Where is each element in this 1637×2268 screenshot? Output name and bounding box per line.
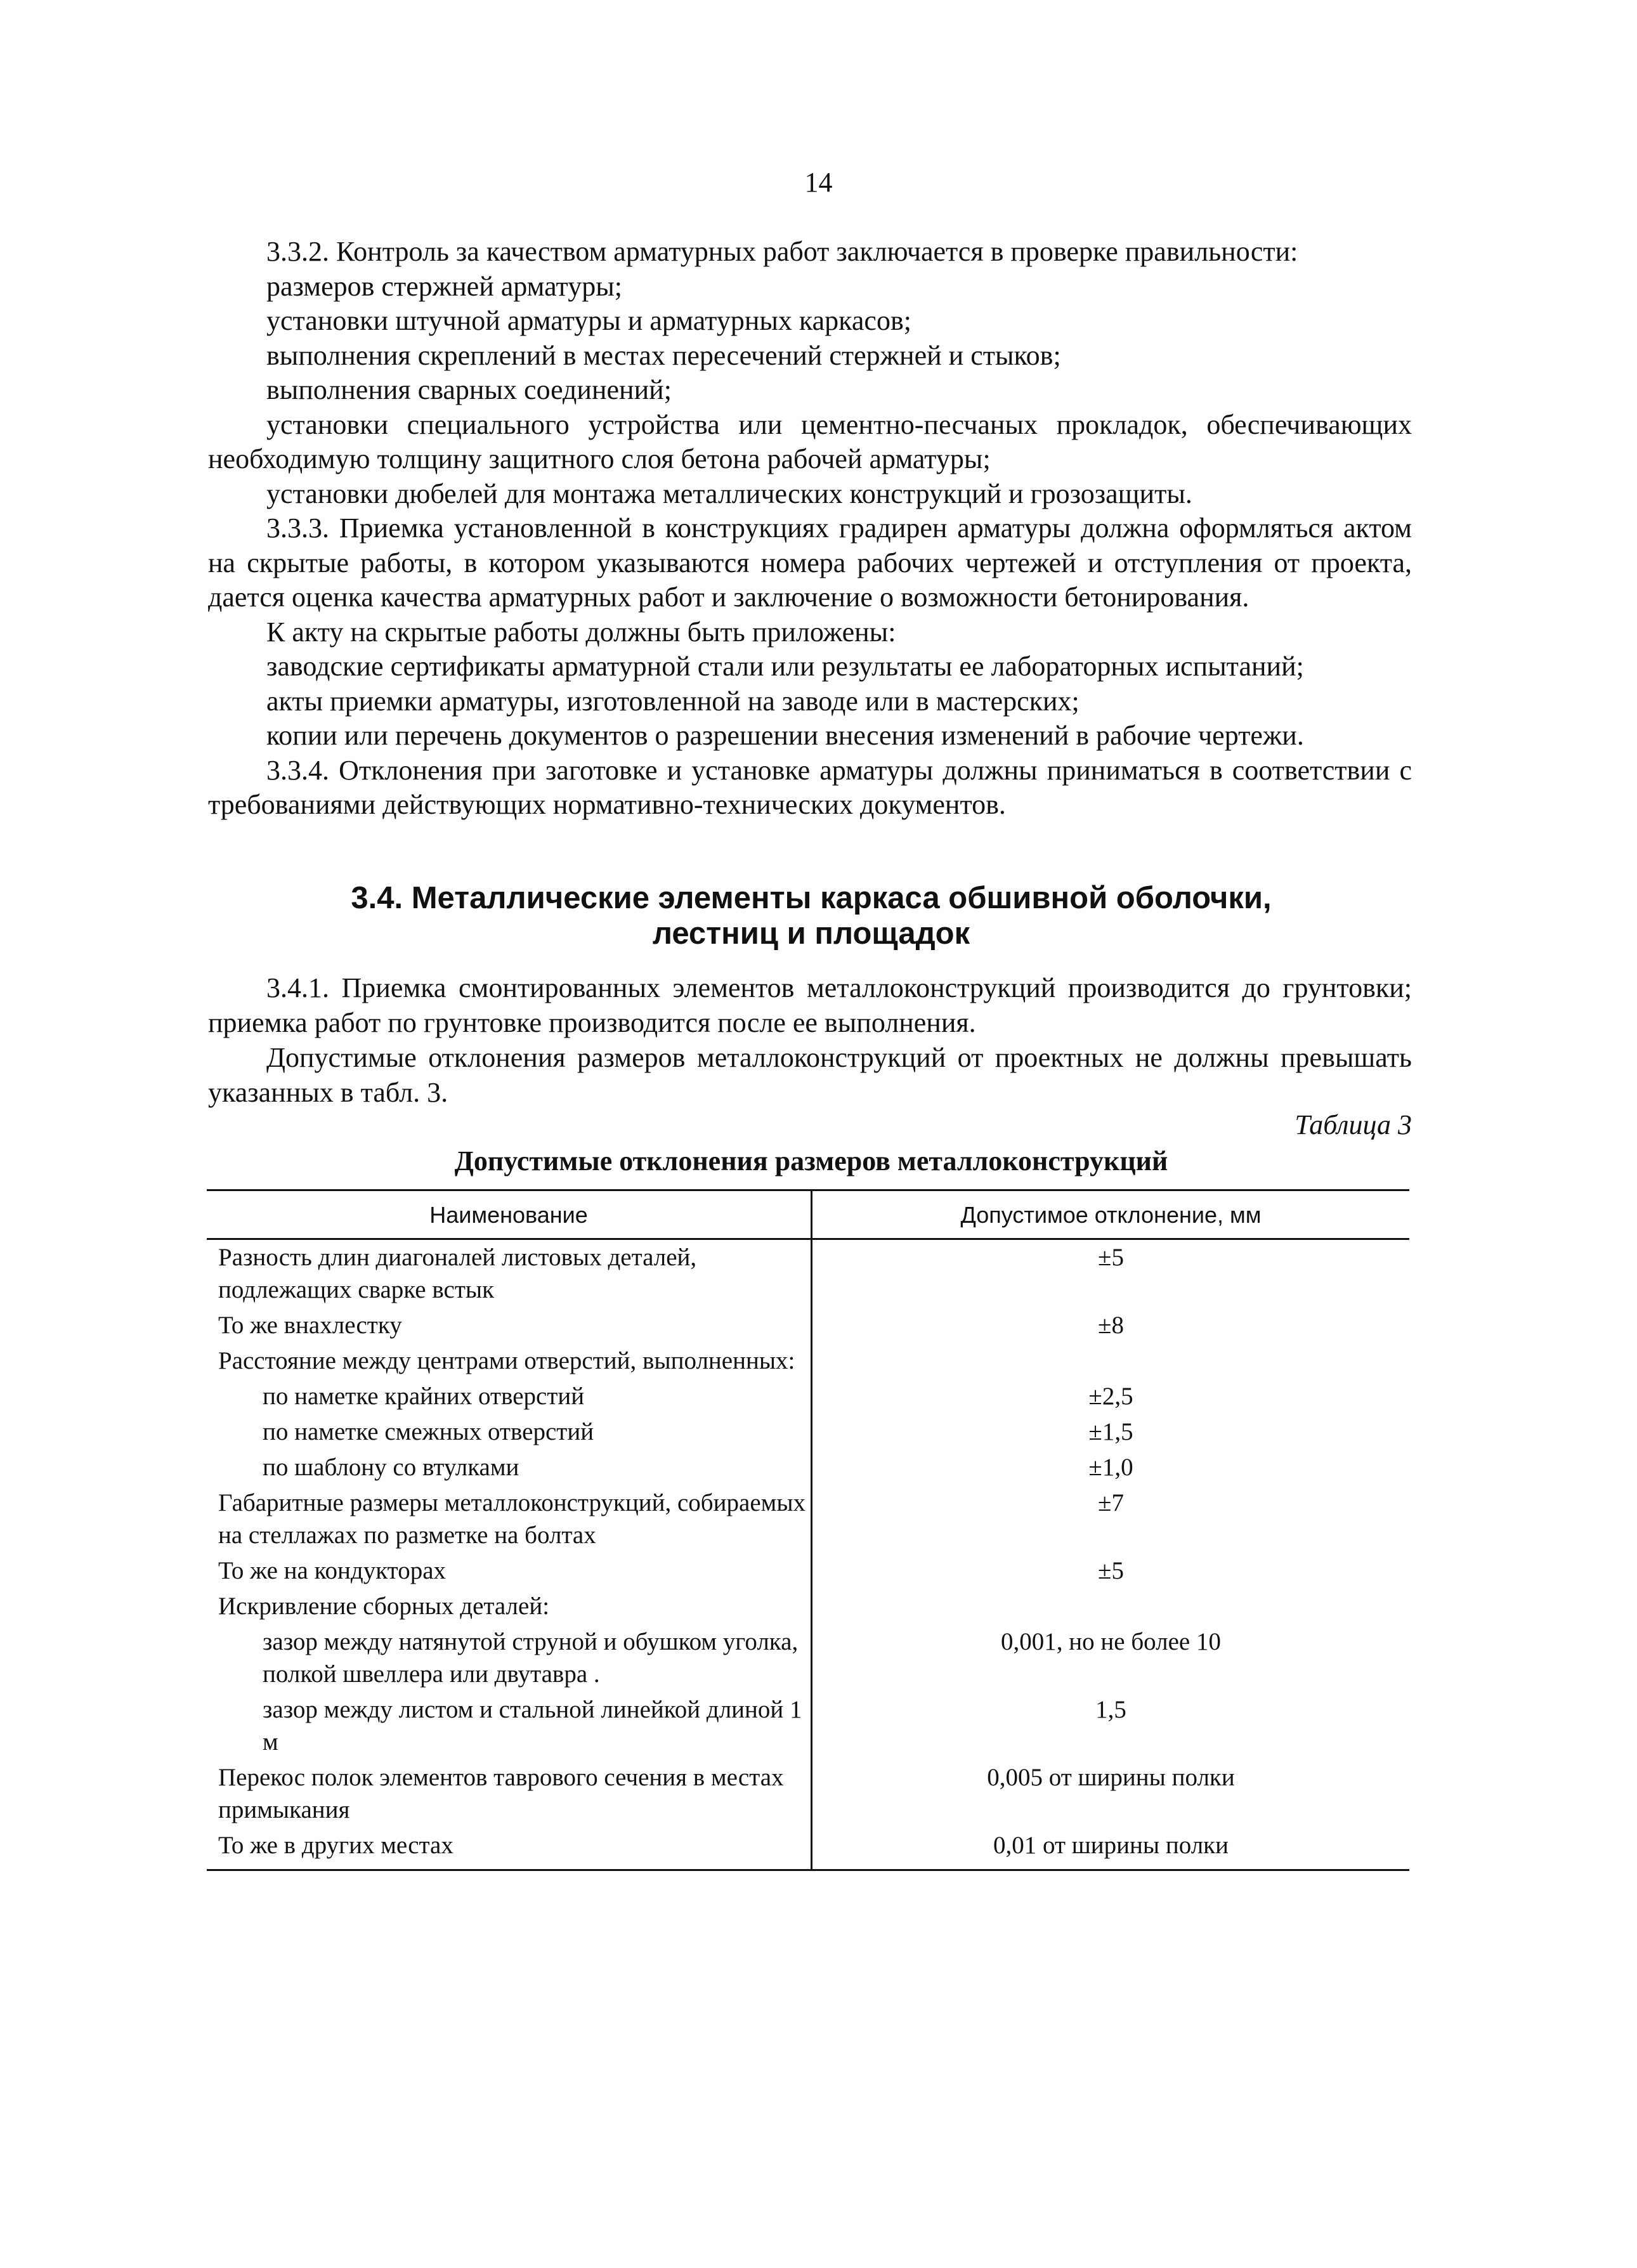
paragraph: установки штучной арматуры и арматурных каркасов;: [266, 305, 911, 336]
row-name: Разность длин диагоналей листовых деталей, подлежащих сварке встык: [207, 1239, 812, 1308]
paragraph: 3.3.2. Контроль за качеством арматурных работ заключается в проверке правильности:: [266, 236, 1298, 267]
table-row: [207, 1308, 1409, 1343]
paragraph: установки дюбелей для монтажа металлических конструкций и грозозащиты.: [266, 478, 1192, 509]
row-name: по наметке смежных отверстий: [207, 1414, 812, 1450]
row-value: ±5: [1098, 1557, 1124, 1584]
row-name: То же внахлестку: [207, 1308, 812, 1343]
table-row: [207, 1485, 1409, 1553]
heading-line: 3.4. Металлические элементы каркаса обшивной оболочки,: [351, 881, 1272, 915]
table-row: [207, 1760, 1409, 1828]
row-name: по шаблону со втулками: [207, 1450, 812, 1485]
table-row: [207, 1692, 1409, 1760]
row-value: ±1,5: [1088, 1418, 1133, 1445]
table-title: Допустимые отклонения размеров металлоконструкций: [454, 1145, 1168, 1176]
paragraph: копии или перечень документов о разрешении внесения изменений в рабочие чертежи.: [266, 720, 1304, 751]
table-row: [207, 1589, 1409, 1624]
row-name: Габаритные размеры металлоконструкций, собираемых на стеллажах по разметке на болтах: [207, 1485, 812, 1553]
table-row: [207, 1553, 1409, 1589]
section-3-3-text: [208, 235, 1412, 823]
row-name: Искривление сборных деталей:: [207, 1589, 812, 1624]
row-name: То же на кондукторах: [207, 1553, 812, 1589]
row-value: [812, 1343, 1410, 1379]
table-row: [207, 1379, 1409, 1414]
paragraph: акты приемки арматуры, изготовленной на заводе или в мастерских;: [266, 685, 1079, 717]
row-name: зазор между натянутой струной и обушком уголка, полкой швеллера или двутавра .: [207, 1624, 812, 1692]
paragraph: К акту на скрытые работы должны быть приложены:: [266, 616, 896, 648]
paragraph: заводские сертификаты арматурной стали или результаты ее лабораторных испытаний;: [266, 651, 1304, 682]
paragraph: 3.3.3. Приемка установленной в конструкциях градирен арматуры должна оформляться актом на скрытые работы, в котором указываются номера рабочих чертежей и отступления от проекта, дается оценка качества арматурных работ и заключение о возможности бетонирования.: [208, 512, 1412, 613]
heading-line: лестниц и площадок: [652, 916, 970, 951]
paragraph: выполнения скреплений в местах пересечений стержней и стыков;: [266, 339, 1061, 371]
row-value: ±1,0: [1088, 1454, 1133, 1481]
table-row: [207, 1343, 1409, 1379]
row-name: То же в других местах: [207, 1828, 812, 1870]
table-row: [207, 1239, 1409, 1308]
row-value: 1,5: [1095, 1696, 1126, 1723]
table-row: [207, 1450, 1409, 1485]
row-value: ±2,5: [1088, 1383, 1133, 1410]
column-header-name: Наименование: [207, 1190, 812, 1239]
row-value: 0,005 от ширины полки: [987, 1764, 1235, 1791]
section-3-4-heading: [209, 880, 1413, 951]
paragraph: Допустимые отклонения размеров металлоконструкций от проектных не должны превышать указанных в табл. 3.: [208, 1042, 1412, 1108]
row-name: по наметке крайних отверстий: [207, 1379, 812, 1414]
paragraph: установки специального устройства или цементно-песчаных прокладок, обеспечивающих необходимую толщину защитного слоя бетона рабочей арматуры;: [208, 408, 1412, 474]
row-name: Перекос полок элементов таврового сечения в местах примыкания: [207, 1760, 812, 1828]
table-label: Таблица 3: [1295, 1109, 1412, 1140]
row-value: ±7: [1098, 1489, 1124, 1516]
paragraph: выполнения сварных соединений;: [266, 374, 672, 405]
row-name: зазор между листом и стальной линейкой длиной 1 м: [207, 1692, 812, 1760]
deviations-table: [207, 1189, 1409, 1871]
row-value: [812, 1589, 1410, 1624]
paragraph: 3.3.4. Отклонения при заготовке и установке арматуры должны приниматься в соответствии с требованиями действующих нормативно-технических документов.: [208, 754, 1412, 820]
section-3-4-text: [208, 970, 1412, 1110]
table-header-row: [207, 1190, 1409, 1239]
paragraph: 3.4.1. Приемка смонтированных элементов металлоконструкций производится до грунтовки; приемка работ по грунтовке производится после ее выполнения.: [208, 972, 1412, 1038]
row-value: ±8: [1098, 1312, 1124, 1339]
row-value: 0,001, но не более 10: [1001, 1628, 1221, 1655]
row-name: Расстояние между центрами отверстий, выполненных:: [207, 1343, 812, 1379]
row-value: 0,01 от ширины полки: [812, 1828, 1410, 1870]
page-number: 14: [804, 167, 833, 198]
paragraph: размеров стержней арматуры;: [266, 270, 622, 302]
column-header-deviation: Допустимое отклонение, мм: [812, 1190, 1410, 1239]
row-value: ±5: [1098, 1244, 1124, 1271]
table-row: [207, 1624, 1409, 1692]
table-row: [207, 1828, 1409, 1870]
table-row: [207, 1414, 1409, 1450]
